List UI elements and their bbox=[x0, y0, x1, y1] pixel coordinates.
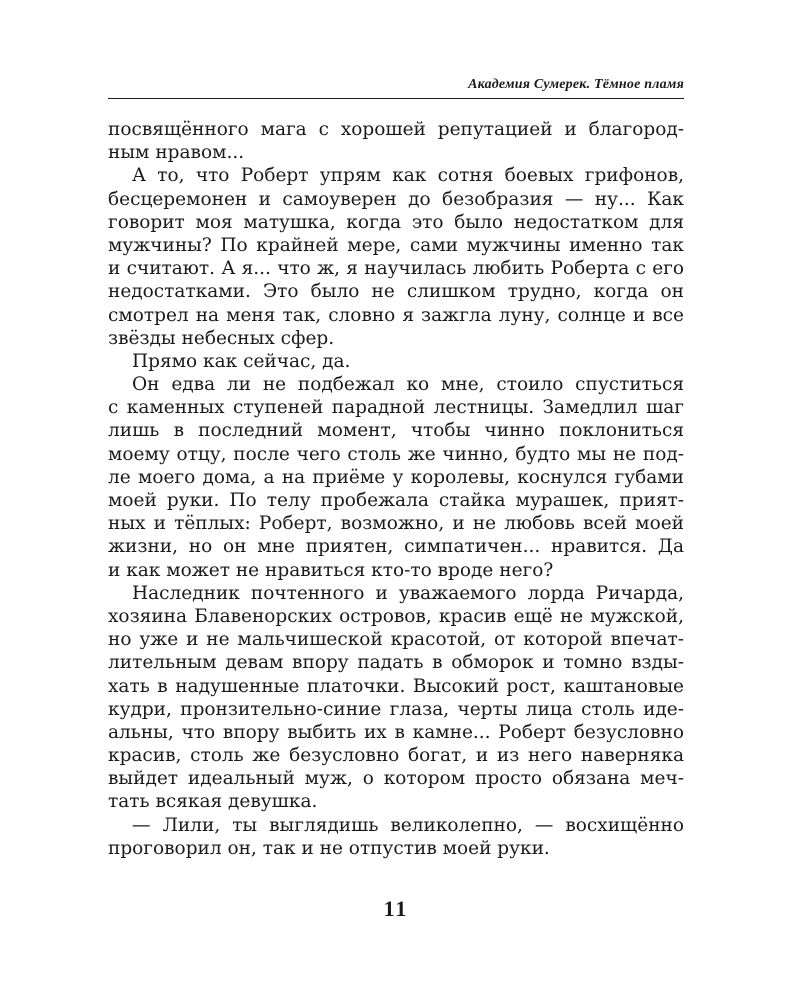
text-line: звёзды небесных сфер. bbox=[108, 327, 335, 349]
text-line: лишь в последний момент, чтобы чинно поклониться bbox=[108, 420, 684, 442]
text-line: ных и тёплых: Роберт, возможно, и не любовь всей моей bbox=[108, 513, 684, 535]
text-line: моей руки. По телу пробежала стайка мурашек, прият- bbox=[108, 490, 684, 511]
text-line: и как может не нравиться кто-то вроде него? bbox=[108, 559, 554, 581]
text-line: проговорил он, так и не отпустив моей руки. bbox=[108, 837, 550, 859]
body-text bbox=[108, 118, 684, 860]
page-number: 11 bbox=[383, 896, 409, 921]
text-line: жизни, но он мне приятен, симпатичен... нравится. Да bbox=[108, 536, 684, 558]
text-line: лительным девам впору падать в обморок и томно взды- bbox=[108, 652, 684, 674]
text-line: ле моего дома, а на приёме у королевы, коснулся губами bbox=[108, 466, 684, 488]
text-line: с каменных ступеней парадной лестницы. Замедлил шаг bbox=[108, 397, 684, 419]
running-head bbox=[108, 72, 684, 98]
text-line: Наследник почтенного и уважаемого лорда Ричарда, bbox=[132, 582, 684, 604]
text-line: но уже и не мальчишеской красотой, от которой впечат- bbox=[108, 629, 684, 651]
text-line: ным нравом... bbox=[108, 142, 245, 164]
text-line: бесцеремонен и самоуверен до безобразия — ну... Как bbox=[108, 188, 684, 210]
text-line: красив, столь же безусловно богат, и из него наверняка bbox=[108, 745, 684, 767]
text-line: посвящённого мага с хорошей репутацией и благород- bbox=[108, 119, 684, 140]
text-line: Он едва ли не подбежал ко мне, стоило спуститься bbox=[132, 374, 684, 396]
text-line: хозяина Блавенорских островов, красив ещё не мужской, bbox=[108, 605, 684, 627]
text-line: моему отцу, после чего столь же чинно, будто мы не под- bbox=[108, 443, 684, 465]
text-line: говорит моя матушка, когда это было недостатком для bbox=[108, 211, 684, 233]
text-line: смотрел на меня так, словно я зажгла луну, солнце и все bbox=[108, 304, 684, 326]
text-line: А то, что Роберт упрям как сотня боевых грифонов, bbox=[132, 165, 684, 187]
text-line: недостатками. Это было не слишком трудно, когда он bbox=[108, 281, 684, 303]
text-line: мужчины? По крайней мере, сами мужчины именно так bbox=[108, 234, 684, 256]
text-line: Прямо как сейчас, да. bbox=[132, 350, 351, 372]
text-line: выйдет идеальный муж, о котором просто обязана меч- bbox=[108, 768, 684, 790]
text-line: хать в надушенные платочки. Высокий рост, каштановые bbox=[108, 675, 684, 697]
running-head-title: Академия Сумерек. Тёмное пламя bbox=[468, 77, 684, 92]
text-line: тать всякая девушка. bbox=[108, 791, 318, 813]
header-rule bbox=[108, 98, 684, 99]
text-line: — Лили, ты выглядишь великолепно, — восхищённо bbox=[132, 814, 684, 836]
text-line: альны, что впору выбить их в камне... Роберт безусловно bbox=[108, 721, 684, 743]
text-line: кудри, пронзительно-синие глаза, черты лица столь иде- bbox=[108, 698, 684, 720]
text-line: и считают. А я... что ж, я научилась любить Роберта с его bbox=[108, 258, 684, 280]
